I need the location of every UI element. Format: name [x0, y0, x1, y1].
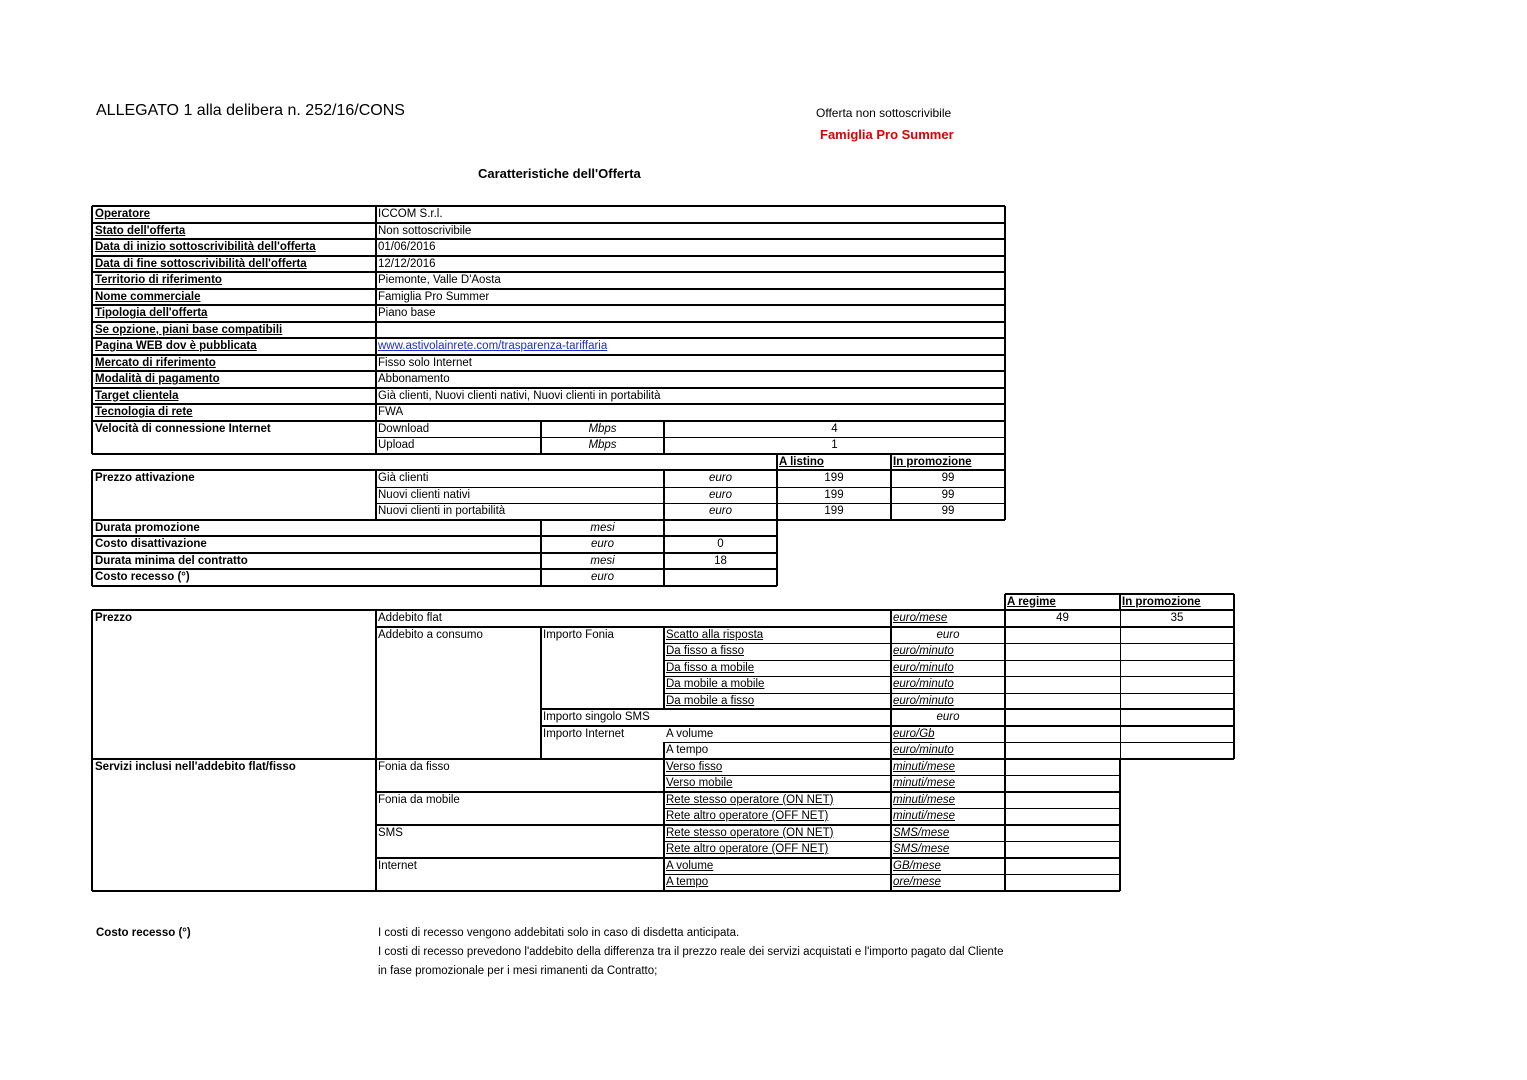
info-label: Modalità di pagamento: [95, 373, 220, 385]
table-rule: [776, 454, 778, 471]
table-rule: [664, 693, 1234, 694]
offer-status: Offerta non sottoscrivibile: [816, 106, 952, 120]
table-rule: [375, 206, 377, 421]
table-rule: [92, 288, 1005, 290]
info-value: Non sottoscrivibile: [378, 224, 472, 237]
service-row-unit: minuti/mese: [893, 793, 955, 806]
sms-price-unit: euro: [936, 711, 960, 723]
internet-row-name: A tempo: [666, 744, 709, 756]
fonia-row-name: Da mobile a mobile: [666, 678, 765, 690]
term-unit: euro: [590, 538, 615, 550]
table-rule: [92, 304, 1005, 306]
table-rule: [664, 775, 1120, 776]
offer-name: Famiglia Pro Summer: [820, 127, 954, 142]
footnote-line: in fase promozionale per i mesi rimanenti da Contratto;: [378, 965, 658, 977]
table-rule: [91, 759, 93, 891]
info-label: Territorio di riferimento: [95, 274, 222, 286]
info-label: Se opzione, piani base compatibili: [95, 323, 283, 336]
speed-value: 1: [831, 439, 838, 451]
service-group-name: Internet: [378, 859, 417, 872]
table-rule: [92, 420, 1005, 422]
fonia-row-unit: euro: [936, 628, 960, 641]
term-label: Costo recesso (°): [95, 571, 190, 583]
footnote-label: Costo recesso (°): [96, 927, 191, 939]
col-header-promo: In promozione: [1122, 595, 1201, 608]
table-rule: [1004, 206, 1006, 421]
fonia-row-name: Da fisso a mobile: [666, 661, 755, 674]
table-rule: [92, 519, 777, 521]
web-page-link[interactable]: www.astivolainrete.com/trasparenza-tariffaria: [378, 340, 608, 352]
table-rule: [92, 370, 1005, 372]
table-rule: [375, 470, 377, 520]
service-row-name: A volume: [666, 859, 714, 872]
table-rule: [664, 660, 1234, 661]
footnote-line: I costi di recesso prevedono l'addebito della differenza tra il prezzo reale dei servizi acquistati e l'importo pagato dal Cliente: [378, 946, 1004, 958]
table-rule: [1119, 594, 1121, 611]
table-rule: [541, 708, 1234, 710]
table-rule: [664, 874, 1120, 875]
info-label: Data di fine sottoscrivibilità dell'offerta: [95, 257, 307, 270]
term-unit: mesi: [590, 521, 615, 534]
info-value: 01/06/2016: [378, 241, 436, 253]
table-rule: [376, 626, 1234, 628]
table-rule: [92, 205, 1005, 207]
table-rule: [92, 222, 1005, 224]
speed-unit: Mbps: [588, 422, 617, 435]
info-value: 12/12/2016: [378, 257, 436, 270]
table-rule: [376, 503, 1005, 504]
table-rule: [92, 469, 1005, 471]
internet-row-unit: euro/minuto: [893, 744, 954, 756]
service-row-name: A tempo: [666, 876, 709, 888]
table-rule: [92, 337, 1005, 339]
table-rule: [376, 824, 1120, 826]
table-rule: [91, 610, 93, 759]
table-rule: [91, 421, 93, 454]
info-value: ICCOM S.r.l.: [378, 208, 443, 220]
activation-promo-price: 99: [941, 488, 955, 501]
table-rule: [92, 238, 1005, 240]
flat-promo-price: 35: [1170, 612, 1184, 624]
table-rule: [92, 354, 1005, 356]
service-group-name: Fonia da mobile: [378, 793, 460, 806]
term-value: 18: [714, 554, 727, 567]
term-label: Durata minima del contratto: [95, 554, 248, 567]
price-label: Prezzo: [95, 612, 133, 624]
info-value: Piano base: [378, 307, 436, 319]
info-value: Famiglia Pro Summer: [378, 290, 490, 303]
table-rule: [1233, 594, 1235, 611]
table-rule: [375, 421, 377, 454]
info-value: Piemonte, Valle D'Aosta: [378, 274, 501, 286]
table-rule: [92, 890, 1120, 892]
service-row-name: Rete stesso operatore (ON NET): [666, 826, 834, 839]
table-rule: [375, 610, 377, 759]
fonia-row-name: Scatto alla risposta: [666, 628, 764, 641]
table-rule: [1233, 610, 1235, 759]
fonia-row-name: Da mobile a fisso: [666, 694, 755, 707]
table-rule: [541, 725, 1234, 727]
table-rule: [540, 627, 542, 759]
table-rule: [664, 643, 1234, 644]
service-row-name: Rete altro operatore (OFF NET): [666, 810, 829, 822]
info-label: Target clientela: [95, 389, 179, 402]
table-rule: [663, 627, 665, 710]
page-title: ALLEGATO 1 alla delibera n. 252/16/CONS: [96, 102, 405, 119]
table-rule: [92, 609, 1234, 611]
activation-list-price: 199: [824, 505, 844, 517]
term-unit: mesi: [590, 554, 615, 567]
flat-name: Addebito flat: [378, 612, 442, 624]
table-rule: [1004, 454, 1006, 471]
sms-price-name: Importo singolo SMS: [543, 711, 650, 723]
info-label: Pagina WEB dov è pubblicata: [95, 340, 257, 352]
fonia-label: Importo Fonia: [543, 628, 614, 641]
col-header-promo: In promozione: [893, 455, 972, 468]
service-row-unit: SMS/mese: [893, 843, 950, 855]
info-label: Mercato di riferimento: [95, 356, 216, 369]
info-label: Tecnologia di rete: [95, 406, 193, 418]
info-value: Abbonamento: [378, 373, 450, 385]
info-label: Operatore: [95, 208, 150, 220]
service-group-name: Fonia da fisso: [378, 760, 450, 773]
table-rule: [776, 520, 778, 586]
table-rule: [663, 742, 665, 759]
consumo-label: Addebito a consumo: [378, 628, 483, 641]
info-label: Tipologia dell'offerta: [95, 307, 208, 319]
info-label: Data di inizio sottoscrivibilità dell'offerta: [95, 241, 316, 253]
service-row-unit: minuti/mese: [893, 777, 955, 789]
services-label: Servizi inclusi nell'addebito flat/fisso: [95, 760, 296, 773]
service-row-name: Rete altro operatore (OFF NET): [666, 843, 829, 855]
activation-name: Nuovi clienti nativi: [378, 488, 471, 501]
activation-unit: euro: [708, 472, 733, 484]
activation-unit: euro: [708, 488, 733, 501]
table-rule: [91, 470, 93, 520]
table-rule: [92, 321, 1005, 323]
service-row-unit: minuti/mese: [893, 760, 955, 773]
activation-list-price: 199: [824, 488, 844, 501]
table-rule: [376, 487, 1005, 488]
table-rule: [92, 453, 1005, 455]
table-rule: [91, 520, 93, 586]
activation-unit: euro: [708, 505, 733, 517]
table-rule: [1004, 594, 1006, 611]
term-unit: euro: [590, 571, 615, 583]
activation-list-price: 199: [824, 472, 844, 484]
table-rule: [92, 585, 777, 587]
service-row-name: Verso fisso: [666, 760, 723, 773]
speed-name: Upload: [378, 439, 415, 451]
info-value: Già clienti, Nuovi clienti nativi, Nuovi clienti in portabilità: [378, 389, 661, 402]
table-rule: [92, 255, 1005, 257]
service-row-unit: GB/mese: [893, 859, 941, 872]
activation-name: Nuovi clienti in portabilità: [378, 505, 506, 517]
service-group-name: SMS: [378, 826, 403, 839]
activation-promo-price: 99: [941, 472, 955, 484]
term-value: 0: [717, 538, 724, 550]
term-label: Durata promozione: [95, 521, 200, 534]
fonia-row-unit: euro/minuto: [893, 645, 954, 657]
table-rule: [664, 676, 1234, 677]
fonia-row-unit: euro/minuto: [893, 661, 954, 674]
table-rule: [92, 535, 777, 537]
speed-label: Velocità di connessione Internet: [95, 422, 271, 435]
info-label: Stato dell'offerta: [95, 224, 186, 237]
speed-value: 4: [831, 422, 838, 435]
table-rule: [92, 387, 1005, 389]
activation-promo-price: 99: [941, 505, 955, 517]
col-header-list: A listino: [779, 455, 824, 468]
flat-unit: euro/mese: [893, 612, 948, 624]
table-rule: [1120, 610, 1121, 759]
service-row-name: Rete stesso operatore (ON NET): [666, 793, 834, 806]
col-header-regime: A regime: [1007, 595, 1056, 608]
service-row-unit: ore/mese: [893, 876, 941, 888]
table-rule: [376, 791, 1120, 793]
flat-regime-price: 49: [1056, 612, 1069, 624]
table-rule: [92, 403, 1005, 405]
fonia-row-name: Da fisso a fisso: [666, 645, 744, 657]
info-label: Nome commerciale: [95, 290, 201, 303]
activation-name: Già clienti: [378, 472, 429, 484]
info-value: Fisso solo Internet: [378, 356, 472, 369]
table-rule: [664, 841, 1120, 842]
table-rule: [890, 454, 892, 471]
service-row-name: Verso mobile: [666, 777, 733, 789]
fonia-row-unit: euro/minuto: [893, 694, 954, 707]
table-rule: [376, 857, 1120, 859]
info-value: FWA: [378, 406, 404, 418]
table-rule: [91, 206, 93, 421]
internet-row-name: A volume: [666, 727, 714, 740]
speed-unit: Mbps: [588, 439, 617, 451]
internet-row-unit: euro/Gb: [893, 727, 935, 740]
table-rule: [664, 808, 1120, 809]
table-rule: [92, 271, 1005, 273]
activation-label: Prezzo attivazione: [95, 472, 195, 484]
footnote-line: I costi di recesso vengono addebitati solo in caso di disdetta anticipata.: [378, 927, 740, 939]
service-row-unit: SMS/mese: [893, 826, 950, 839]
speed-name: Download: [378, 422, 430, 435]
term-label: Costo disattivazione: [95, 538, 207, 550]
table-rule: [664, 742, 1234, 743]
table-rule: [92, 552, 777, 554]
internet-price-label: Importo Internet: [543, 727, 625, 740]
table-rule: [376, 437, 1005, 438]
table-rule: [92, 568, 777, 570]
service-row-unit: minuti/mese: [893, 810, 955, 822]
table-caption: Caratteristiche dell'Offerta: [478, 166, 641, 181]
fonia-row-unit: euro/minuto: [893, 678, 954, 690]
